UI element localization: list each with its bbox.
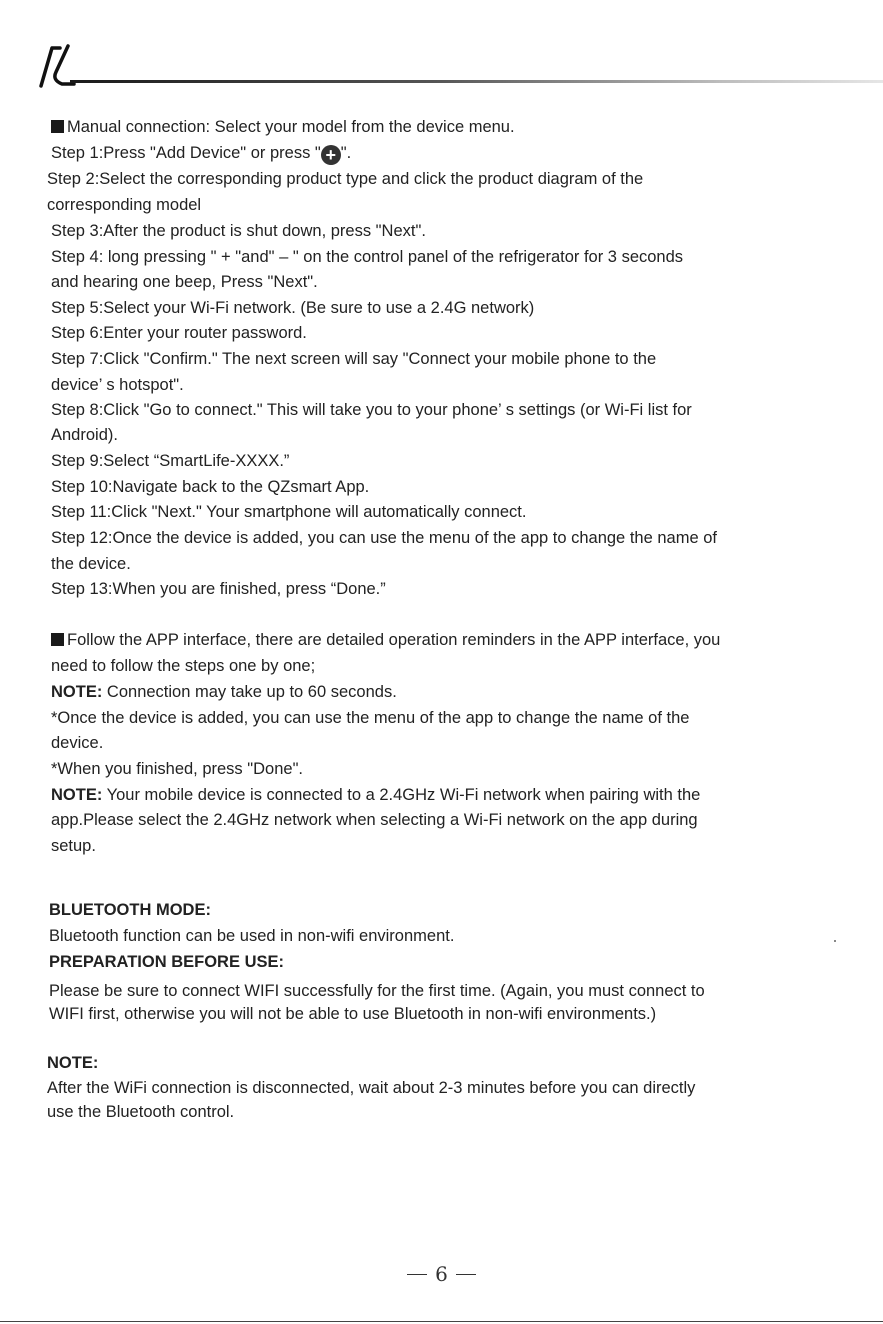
manual-heading: Manual connection: Select your model from the device menu.	[51, 116, 515, 138]
app-heading-cont: need to follow the steps one by one;	[51, 657, 316, 675]
step-11: Step 11:Click "Next." Your smartphone will automatically connect.	[51, 503, 527, 521]
bluetooth-desc: Bluetooth function can be used in non-wifi environment.	[49, 927, 455, 945]
note-network-cont-2: setup.	[51, 837, 96, 855]
preparation-heading: PREPARATION BEFORE USE:	[49, 953, 284, 971]
dash-left	[407, 1274, 427, 1276]
step-10: Step 10:Navigate back to the QZsmart App.	[51, 478, 370, 496]
app-heading: Follow the APP interface, there are detailed operation reminders in the APP interface, you	[51, 629, 720, 651]
step-7-cont: device’ s hotspot".	[51, 376, 184, 394]
step-12-cont: the device.	[51, 555, 131, 573]
step-3: Step 3:After the product is shut down, press "Next".	[51, 222, 426, 240]
bluetooth-heading: BLUETOOTH MODE:	[49, 901, 211, 919]
step-12: Step 12:Once the device is added, you can use the menu of the app to change the name of	[51, 529, 717, 547]
note-network-cont: app.Please select the 2.4GHz network when selecting a Wi-Fi network on the app during	[51, 811, 698, 829]
note-network: NOTE: Your mobile device is connected to a 2.4GHz Wi-Fi network when pairing with the	[51, 786, 701, 804]
bluetooth-note-text: After the WiFi connection is disconnected, wait about 2-3 minutes before you can directly	[47, 1079, 696, 1097]
step-2-cont: corresponding model	[47, 196, 202, 214]
step-2: Step 2:Select the corresponding product type and click the product diagram of the	[47, 170, 644, 188]
stray-dot	[834, 940, 836, 942]
once-added-cont: device.	[51, 734, 104, 752]
page-number: 6	[435, 1262, 448, 1286]
note-timeout: NOTE: Connection may take up to 60 seconds.	[51, 683, 397, 701]
step-4-cont: and hearing one beep, Press "Next".	[51, 273, 318, 291]
header-rule	[70, 80, 883, 83]
step-9: Step 9:Select “SmartLife-XXXX.”	[51, 452, 290, 470]
step-4: Step 4: long pressing " + "and" – " on the control panel of the refrigerator for 3 seconds	[51, 248, 684, 266]
step-13: Step 13:When you are finished, press “Done.”	[51, 580, 386, 598]
step-8-cont: Android).	[51, 426, 118, 444]
page-footer	[0, 1262, 883, 1286]
step-1: Step 1:Press "Add Device" or press " + ".	[51, 144, 352, 165]
when-finished: *When you finished, press "Done".	[51, 760, 304, 778]
add-device-icon: +	[321, 145, 341, 165]
preparation-text-cont: WIFI first, otherwise you will not be able to use Bluetooth in non-wifi environments.)	[49, 1005, 657, 1023]
step-5: Step 5:Select your Wi-Fi network. (Be sure to use a 2.4G network)	[51, 299, 535, 317]
step-8: Step 8:Click "Go to connect." This will take you to your phone’ s settings (or Wi-Fi list for	[51, 401, 692, 419]
bluetooth-note-heading: NOTE:	[47, 1054, 99, 1072]
bottom-rule	[0, 1321, 883, 1322]
square-bullet-icon	[51, 633, 64, 646]
preparation-text: Please be sure to connect WIFI successfully for the first time. (Again, you must connect to	[49, 982, 705, 1000]
dash-right	[456, 1274, 476, 1276]
step-6: Step 6:Enter your router password.	[51, 324, 307, 342]
once-added: *Once the device is added, you can use the menu of the app to change the name of the	[51, 709, 690, 727]
square-bullet-icon	[51, 120, 64, 133]
bluetooth-note-text-cont: use the Bluetooth control.	[47, 1103, 235, 1121]
step-7: Step 7:Click "Confirm." The next screen will say "Connect your mobile phone to the	[51, 350, 657, 368]
